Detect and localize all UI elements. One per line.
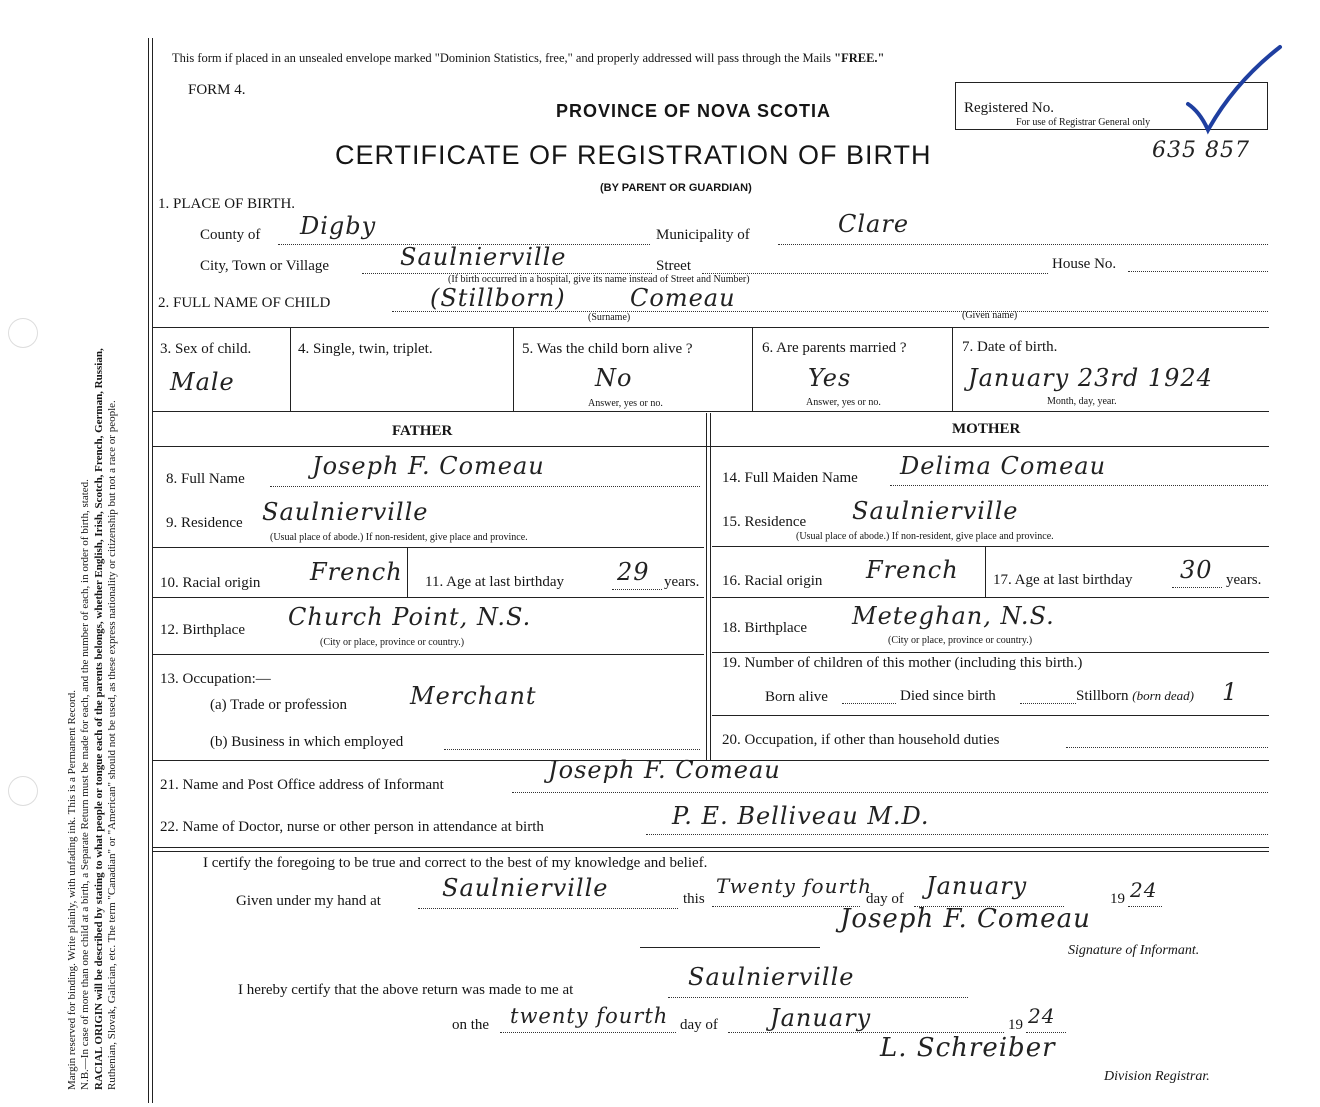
year-prefix-label-2: 19 <box>1008 1017 1023 1033</box>
registration-year-value: 24 <box>1028 1004 1056 1028</box>
mother-name-value: Delima Comeau <box>900 452 1107 480</box>
field-21-label: 21. Name and Post Office address of Informant <box>160 777 444 793</box>
field-4-label: 4. Single, twin, triplet. <box>298 341 433 357</box>
father-years-label: years. <box>664 574 700 590</box>
frame-left-line-inner <box>152 38 153 1103</box>
sex-value: Male <box>170 368 235 396</box>
field-22-label: 22. Name of Doctor, nurse or other person in attendance at birth <box>160 819 544 835</box>
margin-note-3: RACIAL ORIGIN will be described by stating to what people or tongue each of the parents belongs, whether English, Irish, Scotch, French, German, Russian, <box>92 348 105 1090</box>
margin-note-2: N.B.—In case of more than one child at a birth, a Separate Return must be made for each, and the number of each, in order of birth, stated. <box>79 479 92 1090</box>
field-17-label: 17. Age at last birthday <box>993 572 1133 588</box>
municipality-value: Clare <box>838 210 910 238</box>
city-value: Saulnierville <box>400 243 567 271</box>
field-16-label: 16. Racial origin <box>722 573 823 589</box>
field-7-label: 7. Date of birth. <box>962 339 1058 355</box>
registration-month-value: January <box>770 1004 872 1032</box>
division-registrar-caption: Division Registrar. <box>1104 1069 1210 1084</box>
margin-notes <box>66 348 119 1090</box>
mother-residence-value: Saulnierville <box>852 497 1019 525</box>
year-prefix-label: 19 <box>1110 891 1125 907</box>
field-6-label: 6. Are parents married ? <box>762 340 907 356</box>
house-label: House No. <box>1052 256 1117 272</box>
child-surname-value: Comeau <box>630 284 736 312</box>
father-racial-value: French <box>310 558 403 586</box>
field-13b-label: (b) Business in which employed <box>210 734 404 750</box>
field-15-label: 15. Residence <box>722 514 807 530</box>
mother-years-label: years. <box>1226 572 1262 588</box>
field-12-label: 12. Birthplace <box>160 622 245 638</box>
this-label: this <box>683 891 705 907</box>
field-5-label: 5. Was the child born alive ? <box>522 341 693 357</box>
registrar-signature: L. Schreiber <box>880 1033 1056 1063</box>
mother-racial-value: French <box>866 556 959 584</box>
frame-left-line <box>148 38 149 1103</box>
day-of-label-2: day of <box>680 1017 718 1033</box>
parents-married-value: Yes <box>808 364 852 392</box>
given-day-value: Twenty fourth <box>716 874 872 898</box>
mdy-caption: Month, day, year. <box>1047 396 1117 407</box>
binding-hole-top <box>8 318 38 348</box>
check-mark-icon <box>1180 42 1285 142</box>
signature-informant-caption: Signature of Informant. <box>1068 943 1200 958</box>
born-alive-value: No <box>595 364 633 392</box>
field-20-label: 20. Occupation, if other than household duties <box>722 732 1000 748</box>
stillborn-count-value: 1 <box>1222 678 1239 706</box>
registered-number: 635 857 <box>1152 138 1250 163</box>
field-13-label: 13. Occupation:— <box>160 671 271 687</box>
on-the-label: on the <box>452 1017 490 1033</box>
certificate-title: CERTIFICATE OF REGISTRATION OF BIRTH <box>335 140 932 170</box>
county-value: Digby <box>300 212 377 240</box>
answer-caption-6: Answer, yes or no. <box>806 397 881 408</box>
died-count-label: Died since birth <box>900 688 996 704</box>
father-cityplace-caption: (City or place, province or country.) <box>320 637 465 648</box>
father-abode-caption: (Usual place of abode.) If non-resident, give place and province. <box>270 532 528 543</box>
field-19-label: 19. Number of children of this mother (including this birth.) <box>722 655 1083 671</box>
form-number: FORM 4. <box>188 82 246 98</box>
registered-label: Registered No. <box>964 100 1054 116</box>
given-place-value: Saulnierville <box>442 874 609 902</box>
field-2-label: 2. FULL NAME OF CHILD <box>158 295 331 311</box>
stillborn-count-label: Stillborn (born dead) <box>1076 688 1195 704</box>
given-under-label: Given under my hand at <box>236 893 381 909</box>
field-9-label: 9. Residence <box>166 515 243 531</box>
informant-value: Joseph F. Comeau <box>548 756 781 784</box>
binding-hole-bottom <box>8 776 38 806</box>
mother-cityplace-caption: (City or place, province or country.) <box>888 635 1033 646</box>
margin-note-4: Ruthenian, Slovak, Galician, etc. The term "Canadian" or "American" should not be used, as these express nationality or citizenship but not a race or people. <box>105 400 118 1090</box>
father-birthplace-value: Church Point, N.S. <box>288 603 532 631</box>
doctor-value: P. E. Belliveau M.D. <box>672 802 930 830</box>
father-heading: FATHER <box>392 423 453 439</box>
field-13a-label: (a) Trade or profession <box>210 697 348 713</box>
field-8-label: 8. Full Name <box>166 471 245 487</box>
registered-note: For use of Registrar General only <box>1016 117 1151 128</box>
father-residence-value: Saulnierville <box>262 498 429 526</box>
registration-place-value: Saulnierville <box>688 963 855 991</box>
street-label: Street <box>656 258 691 274</box>
mother-birthplace-value: Meteghan, N.S. <box>852 602 1055 630</box>
hereby-statement: I hereby certify that the above return was made to me at <box>238 982 574 998</box>
answer-caption-5: Answer, yes or no. <box>588 398 663 409</box>
mother-heading: MOTHER <box>952 421 1021 437</box>
province-heading: PROVINCE OF NOVA SCOTIA <box>556 101 832 121</box>
given-year-value: 24 <box>1130 878 1158 902</box>
certificate-subtitle: (BY PARENT OR GUARDIAN) <box>600 182 752 194</box>
field-14-label: 14. Full Maiden Name <box>722 470 858 486</box>
field-1-label: 1. PLACE OF BIRTH. <box>158 196 296 212</box>
surname-caption: (Surname) <box>588 312 631 323</box>
day-of-label: day of <box>866 891 904 907</box>
county-label: County of <box>200 227 261 243</box>
born-alive-count-label: Born alive <box>765 689 828 705</box>
informant-signature: Joseph F. Comeau <box>840 904 1091 934</box>
certify-statement: I certify the foregoing to be true and correct to the best of my knowledge and belief. <box>203 855 708 871</box>
child-given-value: (Stillborn) <box>430 284 566 312</box>
field-10-label: 10. Racial origin <box>160 575 261 591</box>
mail-notice: This form if placed in an unsealed envelope marked "Dominion Statistics, free," and properly addressed will pass through the Mails "FREE." <box>172 51 885 65</box>
registration-day-value: twenty fourth <box>510 1004 669 1028</box>
city-label: City, Town or Village <box>200 258 330 274</box>
father-name-value: Joseph F. Comeau <box>312 452 545 480</box>
margin-note-1: Margin reserved for binding. Write plainly, with unfading ink. This is a Permanent Record. <box>66 690 78 1090</box>
field-3-label: 3. Sex of child. <box>160 341 252 357</box>
mother-age-value: 30 <box>1180 556 1213 584</box>
field-18-label: 18. Birthplace <box>722 620 807 636</box>
mother-abode-caption: (Usual place of abode.) If non-resident, give place and province. <box>796 531 1054 542</box>
hospital-note: (If birth occurred in a hospital, give its name instead of Street and Number) <box>448 274 750 285</box>
given-month-value: January <box>926 872 1028 900</box>
municipality-label: Municipality of <box>656 227 750 243</box>
father-trade-value: Merchant <box>410 682 537 710</box>
field-11-label: 11. Age at last birthday <box>425 574 564 590</box>
date-of-birth-value: January 23rd 1924 <box>968 364 1213 392</box>
given-caption: (Given name) <box>962 310 1018 321</box>
father-age-value: 29 <box>617 558 650 586</box>
